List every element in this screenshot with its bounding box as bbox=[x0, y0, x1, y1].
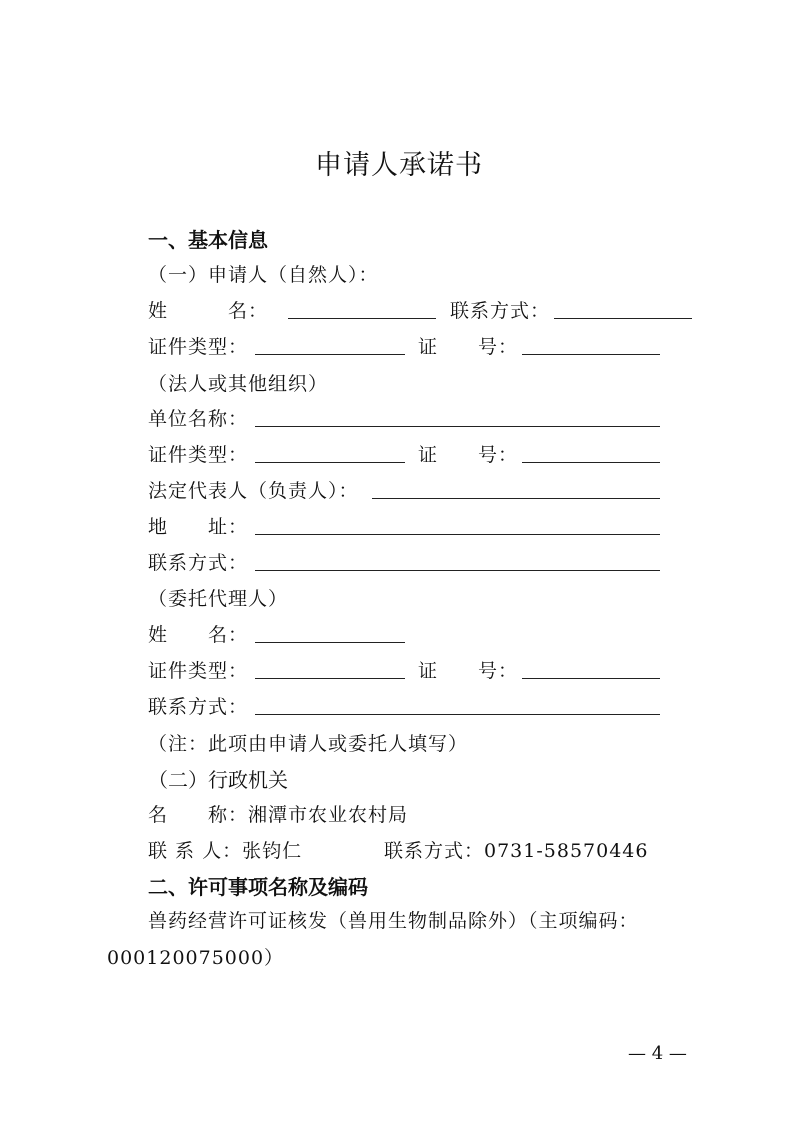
lp-unit-name-label: 单位名称： bbox=[148, 408, 249, 430]
np-id-no-field[interactable] bbox=[522, 354, 660, 355]
agent-id-no-label: 证 号： bbox=[418, 660, 519, 682]
page-number: — 4 — bbox=[628, 1043, 687, 1064]
document-title: 申请人承诺书 bbox=[315, 150, 483, 181]
lp-id-type-label: 证件类型： bbox=[148, 444, 249, 466]
lp-legal-rep-field[interactable] bbox=[372, 498, 660, 499]
agent-id-type-label: 证件类型： bbox=[148, 660, 249, 682]
agent-contact-field[interactable] bbox=[255, 714, 660, 715]
authority-contact-method: 联系方式：0731-58570446 bbox=[384, 840, 649, 862]
lp-contact-label: 联系方式： bbox=[148, 552, 249, 574]
lp-contact-field[interactable] bbox=[255, 570, 660, 571]
section2-body-line2: 000120075000） bbox=[107, 947, 285, 969]
authority-name: 名 称：湘潭市农业农村局 bbox=[148, 804, 409, 826]
fill-note: （注：此项由申请人或委托人填写） bbox=[148, 733, 469, 755]
np-id-type-field[interactable] bbox=[255, 354, 405, 355]
legal-person-heading: （法人或其他组织） bbox=[148, 373, 329, 395]
np-id-type-label: 证件类型： bbox=[148, 336, 249, 358]
np-id-no-label: 证 号： bbox=[418, 336, 519, 358]
agent-contact-label: 联系方式： bbox=[148, 696, 249, 718]
agent-heading: （委托代理人） bbox=[148, 588, 289, 610]
np-contact-label: 联系方式： bbox=[450, 300, 551, 322]
lp-address-field[interactable] bbox=[255, 534, 660, 535]
authority-contact-person: 联 系 人：张钧仁 bbox=[148, 840, 303, 862]
agent-id-type-field[interactable] bbox=[255, 678, 405, 679]
lp-address-label: 地 址： bbox=[148, 516, 249, 538]
lp-unit-name-field[interactable] bbox=[255, 426, 660, 427]
np-name-label: 姓 名： bbox=[148, 300, 269, 322]
agent-name-field[interactable] bbox=[255, 642, 405, 643]
section1-heading: 一、基本信息 bbox=[148, 228, 268, 252]
agent-name-label: 姓 名： bbox=[148, 624, 249, 646]
lp-id-no-label: 证 号： bbox=[418, 444, 519, 466]
authority-heading: （二）行政机关 bbox=[148, 768, 288, 792]
np-name-field[interactable] bbox=[288, 318, 436, 319]
section2-body-line1: 兽药经营许可证核发（兽用生物制品除外）（主项编码： bbox=[148, 910, 639, 932]
natural-person-heading: （一）申请人（自然人）： bbox=[148, 264, 379, 286]
section2-heading: 二、许可事项名称及编码 bbox=[148, 875, 368, 899]
agent-id-no-field[interactable] bbox=[522, 678, 660, 679]
lp-id-no-field[interactable] bbox=[522, 462, 660, 463]
lp-legal-rep-label: 法定代表人（负责人）： bbox=[148, 480, 359, 502]
np-contact-field[interactable] bbox=[554, 318, 692, 319]
lp-id-type-field[interactable] bbox=[255, 462, 405, 463]
